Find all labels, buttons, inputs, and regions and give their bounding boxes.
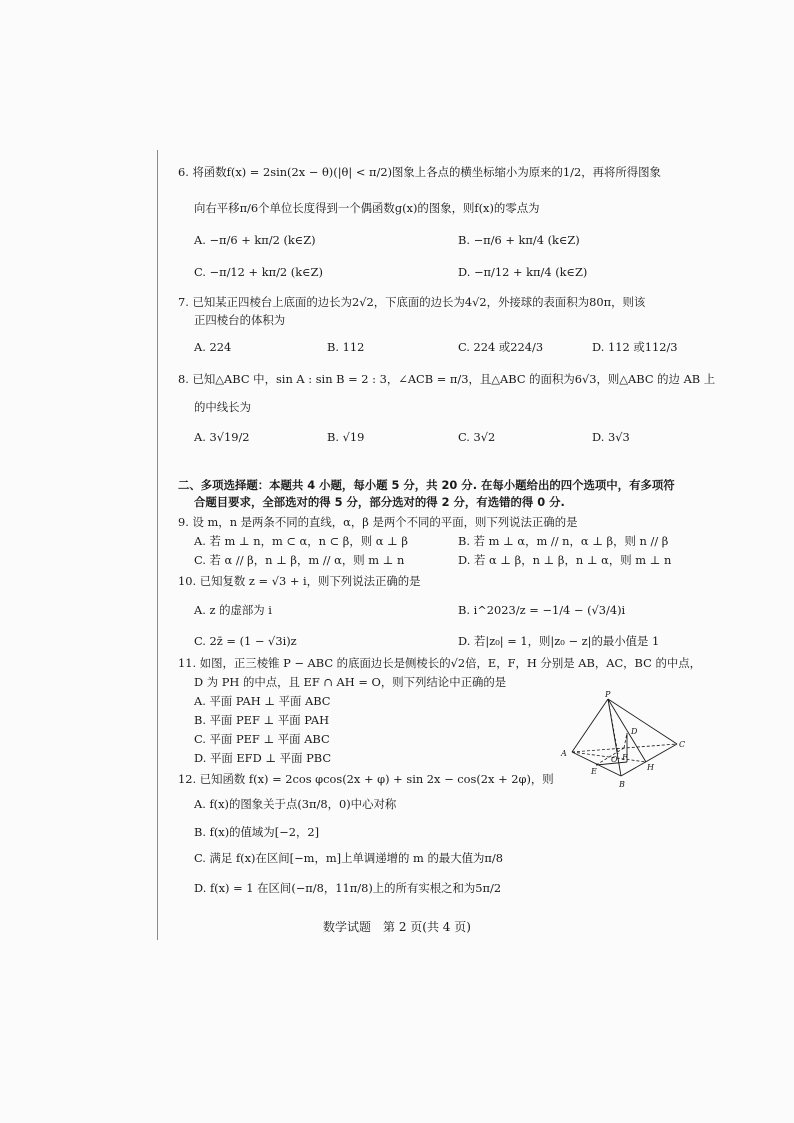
q7-option-d: D. 112 或112/3 <box>592 340 678 354</box>
label-h: H <box>647 763 654 772</box>
q9-option-c: C. 若 α // β，n ⊥ β，m // α，则 m ⊥ n <box>194 553 405 567</box>
q8-option-c: C. 3√2 <box>458 430 496 444</box>
q12-option-d: D. f(x) = 1 在区间(−π/8，11π/8)上的所有实根之和为5π/2 <box>194 881 502 895</box>
q6-stem-line2: 向右平移π/6个单位长度得到一个偶函数g(x)的图象，则f(x)的零点为 <box>194 201 540 215</box>
section2-heading-line2: 合题目要求，全部选对的得 5 分，部分选对的得 2 分，有选错的得 0 分. <box>194 495 565 509</box>
label-p: P <box>605 690 611 699</box>
q7-option-a: A. 224 <box>194 340 232 354</box>
label-c: C <box>679 740 686 749</box>
edge-pa <box>572 699 608 752</box>
label-e: E <box>591 767 597 776</box>
q6-option-c: C. −π/12 + kπ/2 (k∈Z) <box>194 265 323 279</box>
q7-stem-line1: 7. 已知某正四棱台上底面的边长为2√2，下底面的边长为4√2，外接球的表面积为80π，则该 <box>178 295 646 309</box>
q8-option-a: A. 3√19/2 <box>194 430 250 444</box>
pyramid-figure <box>558 690 690 792</box>
q12-option-a: A. f(x)的图象关于点(3π/8，0)中心对称 <box>194 797 397 811</box>
q11-option-d: D. 平面 EFD ⊥ 平面 PBC <box>194 751 332 765</box>
q9-option-b: B. 若 m ⊥ α，m // n，α ⊥ β，则 n // β <box>458 534 669 548</box>
q10-option-c: C. 2z̄ = (1 − √3i)z <box>194 634 297 648</box>
section2-heading-line1: 二、多项选择题：本题共 4 小题，每小题 5 分，共 20 分. 在每小题给出的四个选项中，有多项符 <box>178 478 675 492</box>
q10-option-b: B. i^2023/z = −1/4 − (√3/4)i <box>458 603 626 617</box>
edge-pc <box>608 699 677 744</box>
q10-stem: 10. 已知复数 z = √3 + i，则下列说法正确的是 <box>178 574 421 588</box>
q6-option-d: D. −π/12 + kπ/4 (k∈Z) <box>458 265 588 279</box>
q7-option-b: B. 112 <box>327 340 365 354</box>
q9-option-d: D. 若 α ⊥ β，n ⊥ β，n ⊥ α，则 m ⊥ n <box>458 553 672 567</box>
q8-option-d: D. 3√3 <box>592 430 630 444</box>
q7-stem-line2: 正四棱台的体积为 <box>194 313 286 327</box>
q9-stem: 9. 设 m，n 是两条不同的直线，α，β 是两个不同的平面，则下列说法正确的是 <box>178 515 578 529</box>
q7-option-c: C. 224 或224/3 <box>458 340 544 354</box>
q8-option-b: B. √19 <box>327 430 365 444</box>
label-o: O <box>611 755 618 764</box>
q10-option-d: D. 若|z₀| = 1，则|z₀ − z|的最小值是 1 <box>458 634 660 648</box>
segment-fd-hidden <box>624 733 627 748</box>
margin-line <box>157 150 158 940</box>
label-d: D <box>631 727 638 736</box>
q11-option-c: C. 平面 PEF ⊥ 平面 ABC <box>194 732 330 746</box>
label-b: B <box>619 780 625 789</box>
q11-stem-line2: D 为 PH 的中点，且 EF ∩ AH = O，则下列结论中正确的是 <box>194 675 507 689</box>
q11-option-b: B. 平面 PEF ⊥ 平面 PAH <box>194 713 330 727</box>
q9-option-a: A. 若 m ⊥ n，m ⊂ α，n ⊂ β，则 α ⊥ β <box>194 534 408 548</box>
q8-stem-line2: 的中线长为 <box>194 400 251 414</box>
label-a: A <box>561 749 567 758</box>
page-footer: 数学试题 第 2 页(共 4 页) <box>323 920 471 934</box>
q10-option-a: A. z 的虚部为 i <box>194 603 272 617</box>
q11-option-a: A. 平面 PAH ⊥ 平面 ABC <box>194 694 331 708</box>
q12-option-b: B. f(x)的值域为[−2，2] <box>194 825 320 839</box>
q6-stem-line1: 6. 将函数f(x) = 2sin(2x − θ)(|θ| < π/2)图象上各点的横坐标缩小为原来的1/2，再将所得图象 <box>178 165 661 179</box>
q12-stem: 12. 已知函数 f(x) = 2cos φcos(2x + φ) + sin 2x − cos(2x + 2φ)，则 <box>178 772 554 786</box>
q8-stem-line1: 8. 已知△ABC 中，sin A : sin B = 2 : 3，∠ACB = π/3，且△ABC 的面积为6√3，则△ABC 的边 AB 上 <box>178 372 716 386</box>
q12-option-c: C. 满足 f(x)在区间[−m，m]上单调递增的 m 的最大值为π/8 <box>194 851 503 865</box>
q11-stem-line1: 11. 如图，正三棱锥 P − ABC 的底面边长是侧棱长的√2倍，E，F，H 分别是 AB，AC，BC 的中点， <box>178 656 702 670</box>
q6-option-b: B. −π/6 + kπ/4 (k∈Z) <box>458 233 580 247</box>
q6-option-a: A. −π/6 + kπ/2 (k∈Z) <box>194 233 316 247</box>
label-f: F <box>622 753 628 762</box>
